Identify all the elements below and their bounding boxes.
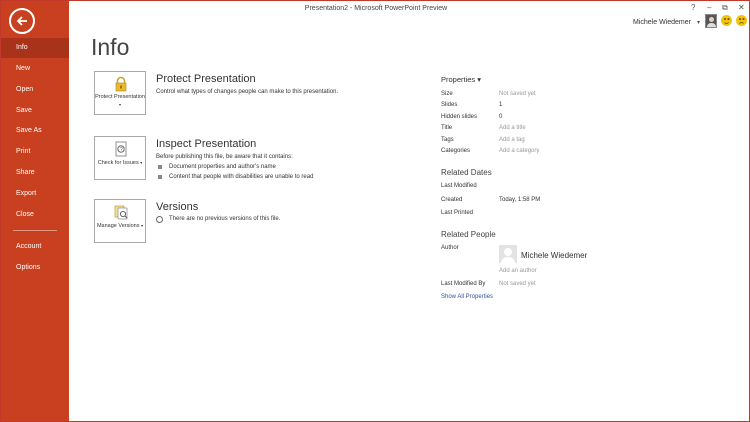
show-all-properties-link[interactable]: Show All Properties (441, 294, 494, 300)
manage-versions-label: Manage Versions (96, 223, 140, 229)
versions-description: There are no previous versions of this file. (169, 216, 281, 222)
sidebar-item-open[interactable]: Open (16, 86, 34, 93)
user-menu-caret[interactable]: ▾ (697, 20, 701, 26)
author-label: Author (441, 245, 459, 251)
app-window: Info New Open Save Save As Print Share Export Close Account Options Presentation2 - Microsoft PowerPoint Preview ? – ⧉ ✕ Michele Wiedemer ▾ Info Protect Presentation ▾ Protect Presentation Control what types of changes people can make to this presentation. ? Check for Issues ▾ Inspect Presentation Before publishing this file, be aware that it contains: Document properties and author's name Content that people with disabilities are unable to read Manage Versions ▾ Versions There are no previous versions of this file. Properties ▾ Size Not saved yet Slides 1 Hidden slides 0 Title Add a title Tags Add a tag Categories Add a category Related Dates Last Modified Created Today, 1:58 PM Last Printed Related People Author Michele Wiedemer Add an author Last Modified By Not saved yet Show All Properties (0, 0, 750, 422)
protect-presentation-description: Control what types of changes people can make to this presentation. (156, 89, 339, 95)
versions-title: Versions (156, 201, 199, 213)
inspect-presentation-description: Before publishing this file, be aware that it contains: (156, 154, 293, 160)
protect-presentation-title: Protect Presentation (156, 73, 256, 85)
sidebar-item-share[interactable]: Share (16, 169, 35, 176)
date-label: Created (441, 197, 463, 203)
help-button[interactable]: ? (691, 3, 696, 12)
manage-versions-button[interactable]: Manage Versions ▾ (94, 199, 146, 243)
back-button[interactable] (9, 8, 35, 34)
tags-field[interactable]: Add a tag (499, 137, 525, 143)
property-label: Title (441, 125, 453, 131)
sidebar-item-print[interactable]: Print (16, 148, 31, 155)
minimize-button[interactable]: – (707, 3, 712, 12)
property-value: 1 (499, 102, 503, 108)
check-for-issues-label: Check for Issues (97, 160, 139, 166)
inspect-document-icon (113, 141, 129, 157)
protect-presentation-button[interactable]: Protect Presentation ▾ (94, 71, 146, 115)
property-value: 0 (499, 114, 503, 120)
restore-button[interactable]: ⧉ (722, 3, 728, 12)
related-dates-title: Related Dates (441, 168, 492, 177)
property-label: Tags (441, 137, 454, 143)
check-for-issues-button[interactable]: ? Check for Issues ▾ (94, 136, 146, 180)
related-people-title: Related People (441, 230, 496, 239)
property-label: Hidden slides (441, 114, 478, 120)
property-label: Size (441, 91, 453, 97)
back-arrow-icon (15, 14, 29, 28)
user-avatar[interactable] (705, 14, 717, 28)
send-smile-icon[interactable] (721, 15, 732, 26)
user-account-name[interactable]: Michele Wiedemer (633, 19, 691, 26)
page-title: Info (91, 34, 130, 60)
inspect-presentation-title: Inspect Presentation (156, 138, 257, 150)
sidebar-item-new[interactable]: New (16, 65, 31, 72)
sidebar-item-close[interactable]: Close (16, 211, 34, 218)
created-date-value: Today, 1:58 PM (499, 197, 541, 203)
clock-icon (156, 216, 163, 223)
versions-icon (113, 204, 129, 220)
sidebar-item-export[interactable]: Export (16, 190, 37, 197)
title-field[interactable]: Add a title (499, 125, 526, 131)
last-modified-by-value: Not saved yet (499, 281, 536, 287)
property-label: Slides (441, 102, 458, 108)
add-author-field[interactable]: Add an author (499, 268, 537, 274)
property-label: Categories (441, 148, 471, 154)
sidebar-divider (13, 230, 57, 231)
sidebar-item-options[interactable]: Options (16, 264, 41, 271)
date-label: Last Printed (441, 210, 474, 216)
lock-icon (113, 76, 129, 92)
backstage-sidebar (1, 1, 69, 421)
categories-field[interactable]: Add a category (499, 148, 540, 154)
send-frown-icon[interactable] (736, 15, 747, 26)
close-window-button[interactable]: ✕ (738, 3, 745, 12)
sidebar-item-save-as[interactable]: Save As (16, 127, 42, 134)
svg-text:?: ? (120, 147, 123, 153)
date-label: Last Modified (441, 183, 477, 189)
protect-presentation-label: Protect Presentation (95, 94, 145, 100)
sidebar-item-info[interactable]: Info (1, 38, 69, 58)
properties-dropdown[interactable]: Properties ▾ (441, 75, 482, 84)
sidebar-item-save[interactable]: Save (16, 107, 32, 114)
sidebar-item-account[interactable]: Account (16, 243, 42, 250)
window-title: Presentation2 - Microsoft PowerPoint Preview (304, 5, 448, 12)
author-name[interactable]: Michele Wiedemer (521, 251, 588, 260)
last-modified-by-label: Last Modified By (441, 281, 486, 287)
author-avatar (499, 245, 517, 263)
property-value: Not saved yet (499, 91, 536, 97)
